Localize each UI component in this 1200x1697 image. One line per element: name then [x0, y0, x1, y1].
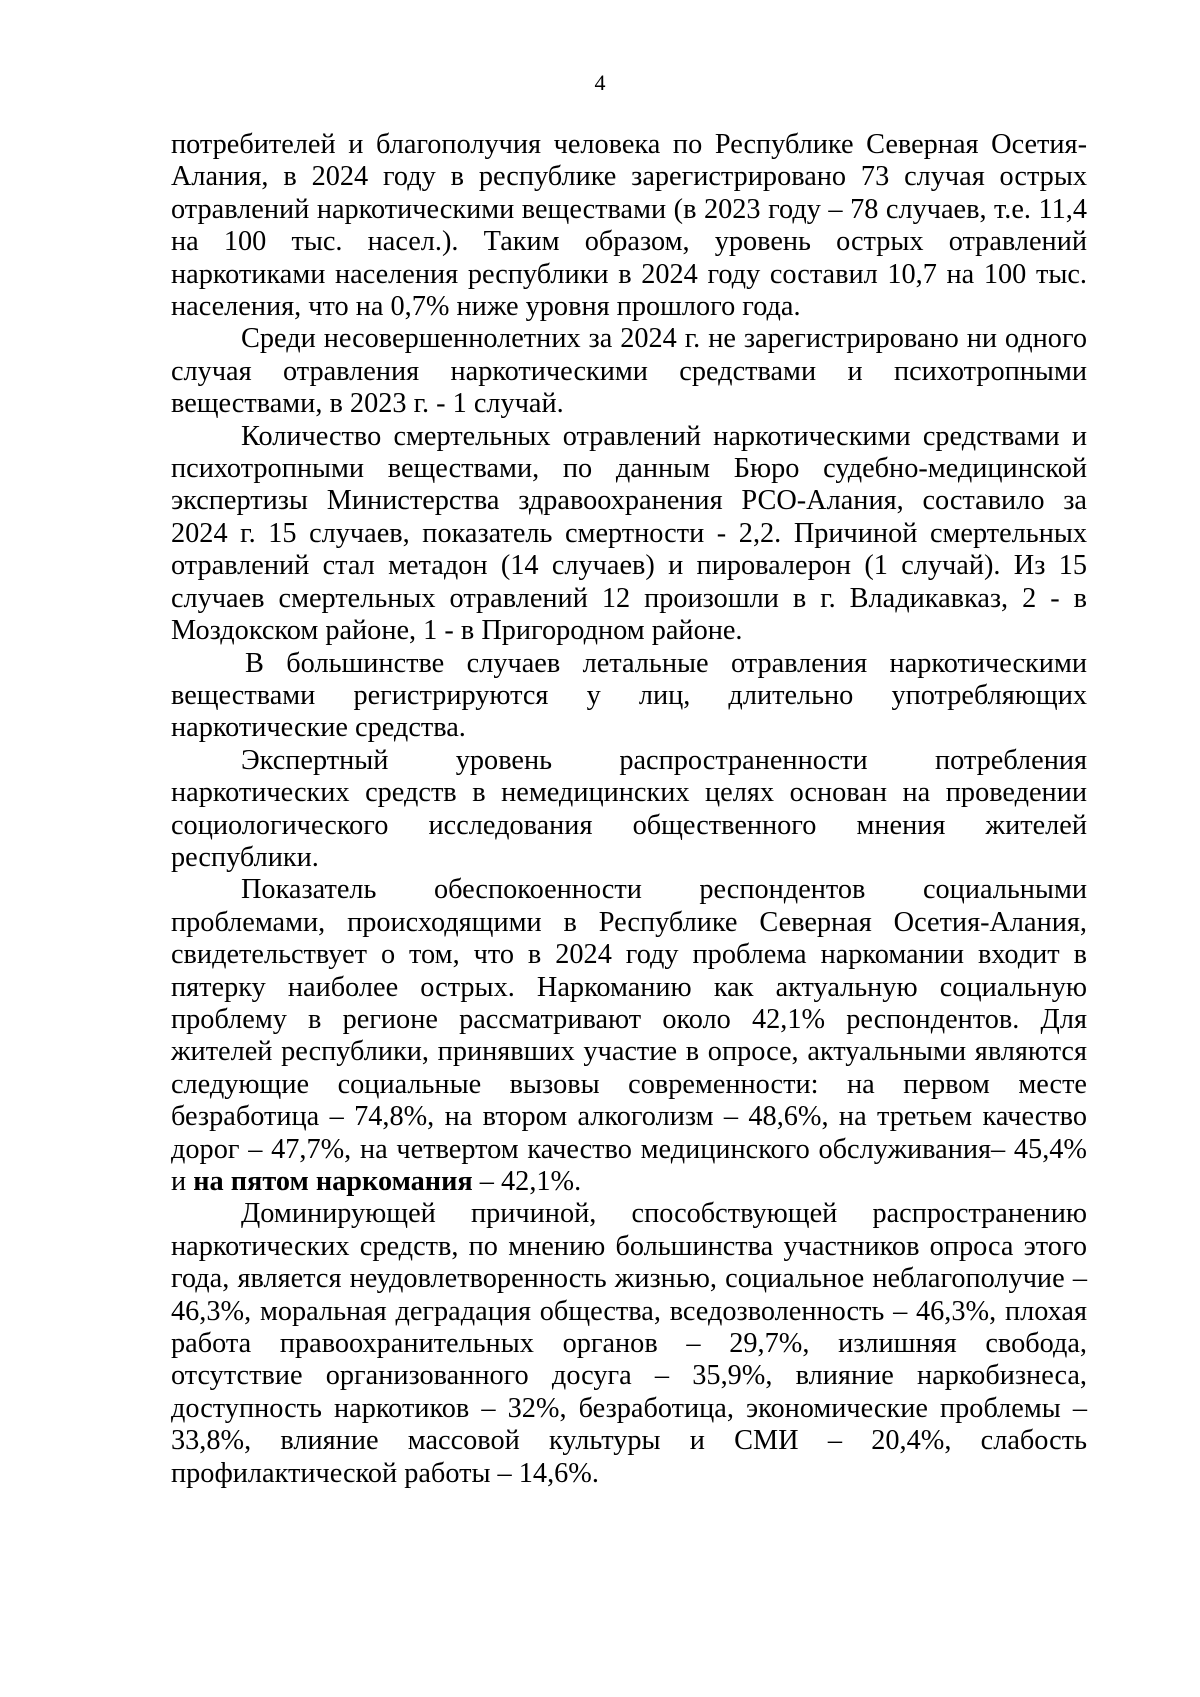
paragraph-minors: Среди несовершеннолетних за 2024 г. не зарегистрировано ни одного случая отравления наркотическими средствами и психотропными веществами, в 2023 г. - 1 случай. [171, 323, 1087, 420]
document-body [171, 129, 1087, 1490]
paragraph-lethal-cases: В большинстве случаев летальные отравления наркотическими веществами регистрируются у лиц, длительно употребляющих наркотические средства. [171, 647, 1087, 744]
paragraph-expert-level: Экспертный уровень распространенности потребления наркотических средств в немедицинских целях основан на проведении социологического исследования общественного мнения жителей республики. [171, 744, 1087, 873]
paragraph-concern-indicator [171, 874, 1087, 1198]
page-number: 4 [594, 70, 606, 95]
paragraph-dominant-cause: Доминирующей причиной, способствующей распространению наркотических средств, по мнению большинства участников опроса этого года, является неудовлетворенность жизнью, социальное неблагополучие – 46,3%, моральная деградация общества, вседозволенность – 46,3%, плохая работа правоохранительных органов – 29,7%, излишняя свобода, отсутствие организованного досуга – 35,9%, влияние наркобизнеса, доступность наркотиков – 32%, безработица, экономические проблемы – 33,8%, влияние массовой культуры и СМИ – 20,4%, слабость профилактической работы – 14,6%. [171, 1198, 1087, 1489]
paragraph-continuation: потребителей и благополучия человека по Республике Северная Осетия-Алания, в 2024 году в республике зарегистрировано 73 случая острых отравлений наркотическими веществами (в 2023 году – 78 случаев, т.е. 11,4 на 100 тыс. насел.). Таким образом, уровень острых отравлений наркотиками населения республики в 2024 году составил 10,7 на 100 тыс. населения, что на 0,7% ниже уровня прошлого года. [171, 129, 1087, 323]
paragraph-fatal-poisonings: Количество смертельных отравлений наркотическими средствами и психотропными веществами, по данным Бюро судебно-медицинской экспертизы Министерства здравоохранения РСО-Алания, составило за 2024 г. 15 случаев, показатель смертности - 2,2. Причиной смертельных отравлений стал метадон (14 случаев) и пировалерон (1 случай). Из 15 случаев смертельных отравлений 12 произошли в г. Владикавказ, 2 - в Моздокском районе, 1 - в Пригородном районе. [171, 420, 1087, 647]
bold-emphasis: на пятом наркомания [193, 1166, 473, 1197]
paragraph-text: Показатель обеспокоенности респондентов социальными проблемами, происходящими в Республике Северная Осетия-Алания, свидетельствует о том, что в 2024 году проблема наркомании входит в пятерку наиболее острых. Наркоманию как актуальную социальную проблему в регионе рассматривают около 42,1% респондентов. Для жителей республики, принявших участие в опросе, актуальными являются следующие социальные вызовы современности: на первом месте безработица – 74,8%, на втором алкоголизм – 48,6%, на третьем качество дорог – 47,7%, на четвертом качество медицинского обслуживания– 45,4% и [171, 874, 1087, 1197]
paragraph-text: – 42,1%. [472, 1166, 582, 1197]
